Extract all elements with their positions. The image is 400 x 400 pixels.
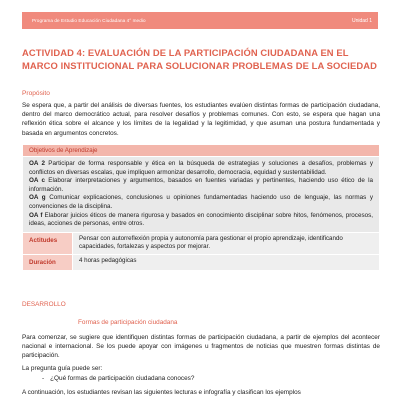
guide-question-label: La pregunta guía puede ser: [22,365,103,372]
objective-code: OA f [29,211,43,219]
unit-label: Unidad 1 [351,17,372,24]
attitudes-label: Actitudes [23,232,73,254]
objective-item [29,212,373,229]
program-title: Programa de Estudio Educación Ciudadana 4° medio [32,18,146,23]
objective-item [29,194,373,211]
duration-label: Duración [23,254,73,270]
objective-code: OA 2 [29,160,45,167]
objective-text: Comunicar explicaciones, conclusiones u opiniones fundamentadas haciendo uso de lenguaje, las normas y convenciones de la disciplina. [29,194,374,210]
purpose-heading: Propósito [22,90,50,97]
bullet-dash-icon: - [42,375,45,382]
development-continuation: A continuación, los estudiantes revisan las siguientes lecturas e infografía y clasifican los ejemplos [22,389,301,396]
activity-title: ACTIVIDAD 4: EVALUACIÓN DE LA PARTICIPACIÓN CIUDADANA EN EL MARCO INSTITUCIONAL PARA SOLUCIONAR PROBLEMAS DE LA SOCIEDAD [22,47,377,71]
guide-question-item [42,375,194,382]
objective-item [29,160,373,177]
objective-text: Participar de forma responsable y ética en la búsqueda de estrategias y soluciones a desafíos, problemas y conflictos en diversas escalas, que impliquen armonizar desarrollo, democracia, equidad y sustentabilidad. [29,160,374,176]
guide-question-text: ¿Qué formas de participación ciudadana conoces? [50,375,195,382]
development-intro: Para comenzar, se sugiere que identifiquen distintas formas de participación ciudadana, a partir de ejemplos del acontecer nacional e internacional. Se los puede apoyar con imágenes u fragmentos de noticias que muestren formas distintas de participación. [22,334,380,360]
development-subtitle: Formas de participación ciudadana [78,319,178,326]
objectives-table [22,144,380,271]
objective-code: OA g [29,194,46,202]
objective-item [29,177,373,194]
development-heading: DESARROLLO [22,301,66,308]
objective-code: OA c [29,177,45,185]
attitudes-text: Pensar con autorreflexión propia y autonomía para gestionar el propio aprendizaje, identificando capacidades, fortalezas y aspectos por mejorar. [73,232,380,254]
document-header [22,12,378,29]
objectives-heading: Objetivos de Aprendizaje [23,145,380,157]
purpose-text: Se espera que, a partir del análisis de diversas fuentes, los estudiantes evalúen distintas formas de participación ciudadana, dentro del marco democrático actual, para resolver desafíos y problemas comunes. Con esto, se espera que hagan una reflexión ética sobre el alcance y los límites de la legalidad y la legitimidad, y que asuman una postura fundamentada y basada en argumentos concretos. [22,102,380,137]
duration-text: 4 horas pedagógicas [73,254,380,270]
objective-text: Elaborar interpretaciones y argumentos, basados en fuentes variadas y pertinentes, haciendo uso ético de la información. [29,177,373,193]
objective-text: Elaborar juicios éticos de manera rigurosa y basados en conocimiento disciplinar sobre hitos, fenómenos, procesos, ideas, acciones de personas, entre otros. [29,211,374,228]
objectives-list [23,157,380,233]
